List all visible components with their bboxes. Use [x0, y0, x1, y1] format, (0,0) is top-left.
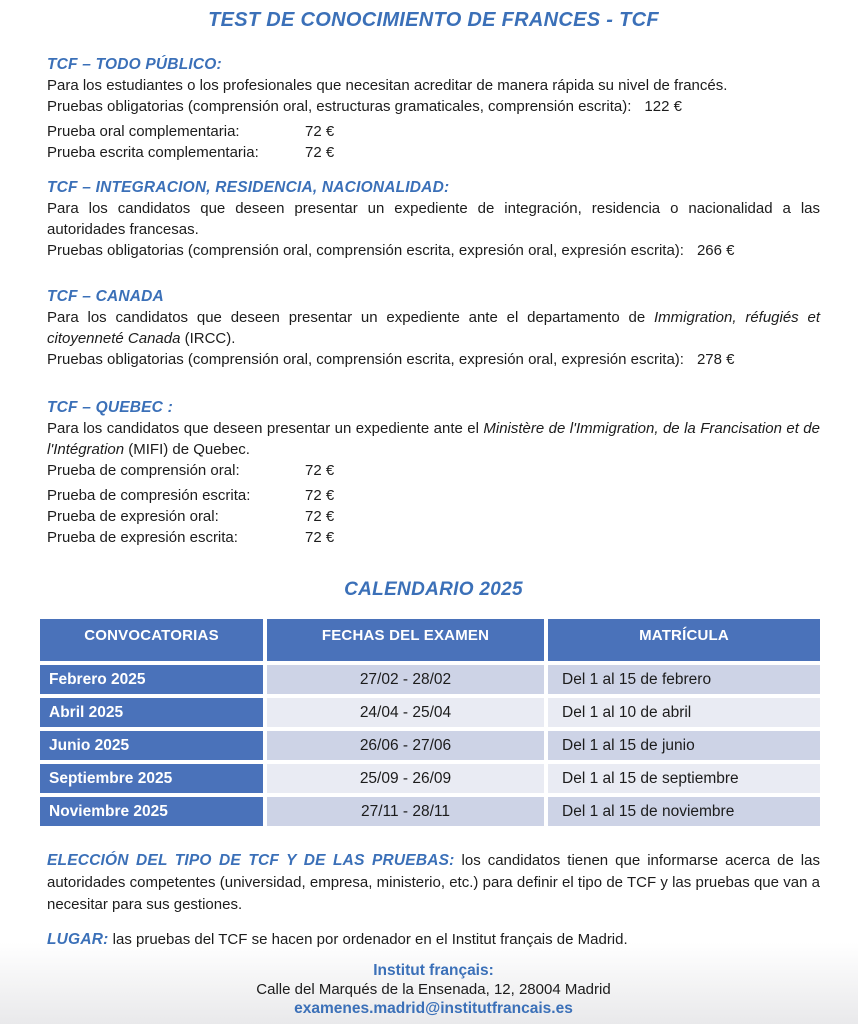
lugar-note — [47, 929, 820, 951]
table-row — [40, 797, 820, 826]
lugar-text: las pruebas del TCF se hacen por ordenador en el Institut français de Madrid. — [112, 931, 628, 948]
integracion-para: Para los candidatos que deseen presentar un expediente de integración, residencia o nacionalidad a las autoridades francesas. — [47, 200, 820, 238]
para-text: (MIFI) de Quebec. — [124, 441, 250, 458]
matricula-cell: Del 1 al 15 de septiembre — [548, 764, 820, 793]
calendar-table — [36, 615, 824, 830]
footer-institution-name: Institut français: — [373, 962, 494, 979]
footer-address: Calle del Marqués de la Ensenada, 12, 28004 Madrid — [256, 981, 611, 998]
price-row — [47, 142, 820, 163]
month-cell: Septiembre 2025 — [40, 764, 263, 793]
section-heading-canada: TCF – CANADA — [47, 288, 164, 305]
obligatory-label: Pruebas obligatorias (comprensión oral, comprensión escrita, expresión oral, expresión escrita): — [47, 351, 684, 368]
price-value: 72 € — [305, 508, 335, 525]
dates-cell: 25/09 - 26/09 — [267, 764, 544, 793]
calendar-header-row — [40, 619, 820, 661]
price-label: Prueba de expresión oral: — [47, 508, 219, 525]
price-value: 72 € — [305, 144, 335, 161]
obligatory-price: 266 € — [696, 242, 735, 259]
para-text: (IRCC). — [180, 330, 236, 347]
price-row — [47, 485, 820, 506]
price-label: Prueba escrita complementaria: — [47, 144, 259, 161]
lugar-label: LUGAR: — [47, 931, 109, 948]
obligatory-label: Pruebas obligatorias (comprensión oral, comprensión escrita, expresión oral, expresión escrita): — [47, 242, 684, 259]
month-cell: Abril 2025 — [40, 698, 263, 727]
canada-obligatory — [47, 349, 820, 370]
price-value: 72 € — [305, 487, 335, 504]
todo-publico-intro: Para los estudiantes o los profesionales que necesitan acreditar de manera rápida su nivel de francés. — [47, 77, 728, 94]
footer — [47, 961, 820, 1018]
price-row — [47, 460, 820, 481]
email-link[interactable]: examenes.madrid@institutfrancais.es — [294, 1000, 573, 1017]
matricula-cell: Del 1 al 15 de febrero — [548, 665, 820, 694]
obligatory-price: 278 € — [696, 351, 735, 368]
price-row — [47, 527, 820, 548]
para-italic-text: Ministère de l'Immigration, de la Francisation et de l'Intégration — [47, 420, 820, 458]
dates-cell: 27/02 - 28/02 — [267, 665, 544, 694]
quebec-para — [47, 418, 820, 460]
price-label: Prueba de comprensión oral: — [47, 462, 240, 479]
matricula-cell: Del 1 al 15 de noviembre — [548, 797, 820, 826]
matricula-cell: Del 1 al 10 de abril — [548, 698, 820, 727]
section-heading-todo-publico: TCF – TODO PÚBLICO: — [47, 56, 222, 73]
section-heading-integracion: TCF – INTEGRACION, RESIDENCIA, NACIONALIDAD: — [47, 179, 450, 196]
price-label: Prueba de compresión escrita: — [47, 487, 251, 504]
para-text: Para los candidatos que deseen presentar un expediente ante el — [47, 420, 484, 437]
month-cell: Junio 2025 — [40, 731, 263, 760]
section-heading-quebec: TCF – QUEBEC : — [47, 399, 173, 416]
eleccion-label: ELECCIÓN DEL TIPO DE TCF Y DE LAS PRUEBAS: — [47, 852, 455, 869]
footer-email — [47, 999, 820, 1018]
table-row — [40, 764, 820, 793]
month-cell: Febrero 2025 — [40, 665, 263, 694]
price-row — [47, 506, 820, 527]
dates-cell: 26/06 - 27/06 — [267, 731, 544, 760]
price-label: Prueba de expresión escrita: — [47, 529, 238, 546]
month-cell: Noviembre 2025 — [40, 797, 263, 826]
matricula-cell: Del 1 al 15 de junio — [548, 731, 820, 760]
canada-para — [47, 307, 820, 349]
page-title: TEST DE CONOCIMIENTO DE FRANCES - TCF — [208, 9, 659, 31]
table-row — [40, 731, 820, 760]
price-row — [47, 121, 820, 142]
para-text: Para los candidatos que deseen presentar un expediente ante el departamento de — [47, 309, 654, 326]
eleccion-text: los candidatos tienen que informarse acerca de las autoridades competentes (universidad, empresa, ministerio, etc.) para definir el tipo de TCF y las pruebas que van a necesitar para sus gestiones. — [47, 852, 820, 913]
integracion-obligatory — [47, 240, 820, 261]
calendar-title: CALENDARIO 2025 — [344, 579, 523, 600]
column-header-fechas: FECHAS DEL EXAMEN — [267, 619, 544, 661]
dates-cell: 27/11 - 28/11 — [267, 797, 544, 826]
price-value: 72 € — [305, 529, 335, 546]
table-row — [40, 698, 820, 727]
price-value: 72 € — [305, 123, 335, 140]
todo-publico-obligatory — [47, 96, 820, 117]
para-italic-text: Immigration, réfugiés et citoyenneté Canada — [47, 309, 821, 347]
column-header-matricula: MATRÍCULA — [548, 619, 820, 661]
dates-cell: 24/04 - 25/04 — [267, 698, 544, 727]
column-header-convocatorias: CONVOCATORIAS — [40, 619, 263, 661]
obligatory-price: 122 € — [644, 98, 682, 115]
obligatory-label: Pruebas obligatorias (comprensión oral, estructuras gramaticales, comprensión escrita): — [47, 98, 632, 115]
price-value: 72 € — [305, 462, 335, 479]
price-label: Prueba oral complementaria: — [47, 123, 240, 140]
eleccion-note — [47, 850, 820, 916]
table-row — [40, 665, 820, 694]
